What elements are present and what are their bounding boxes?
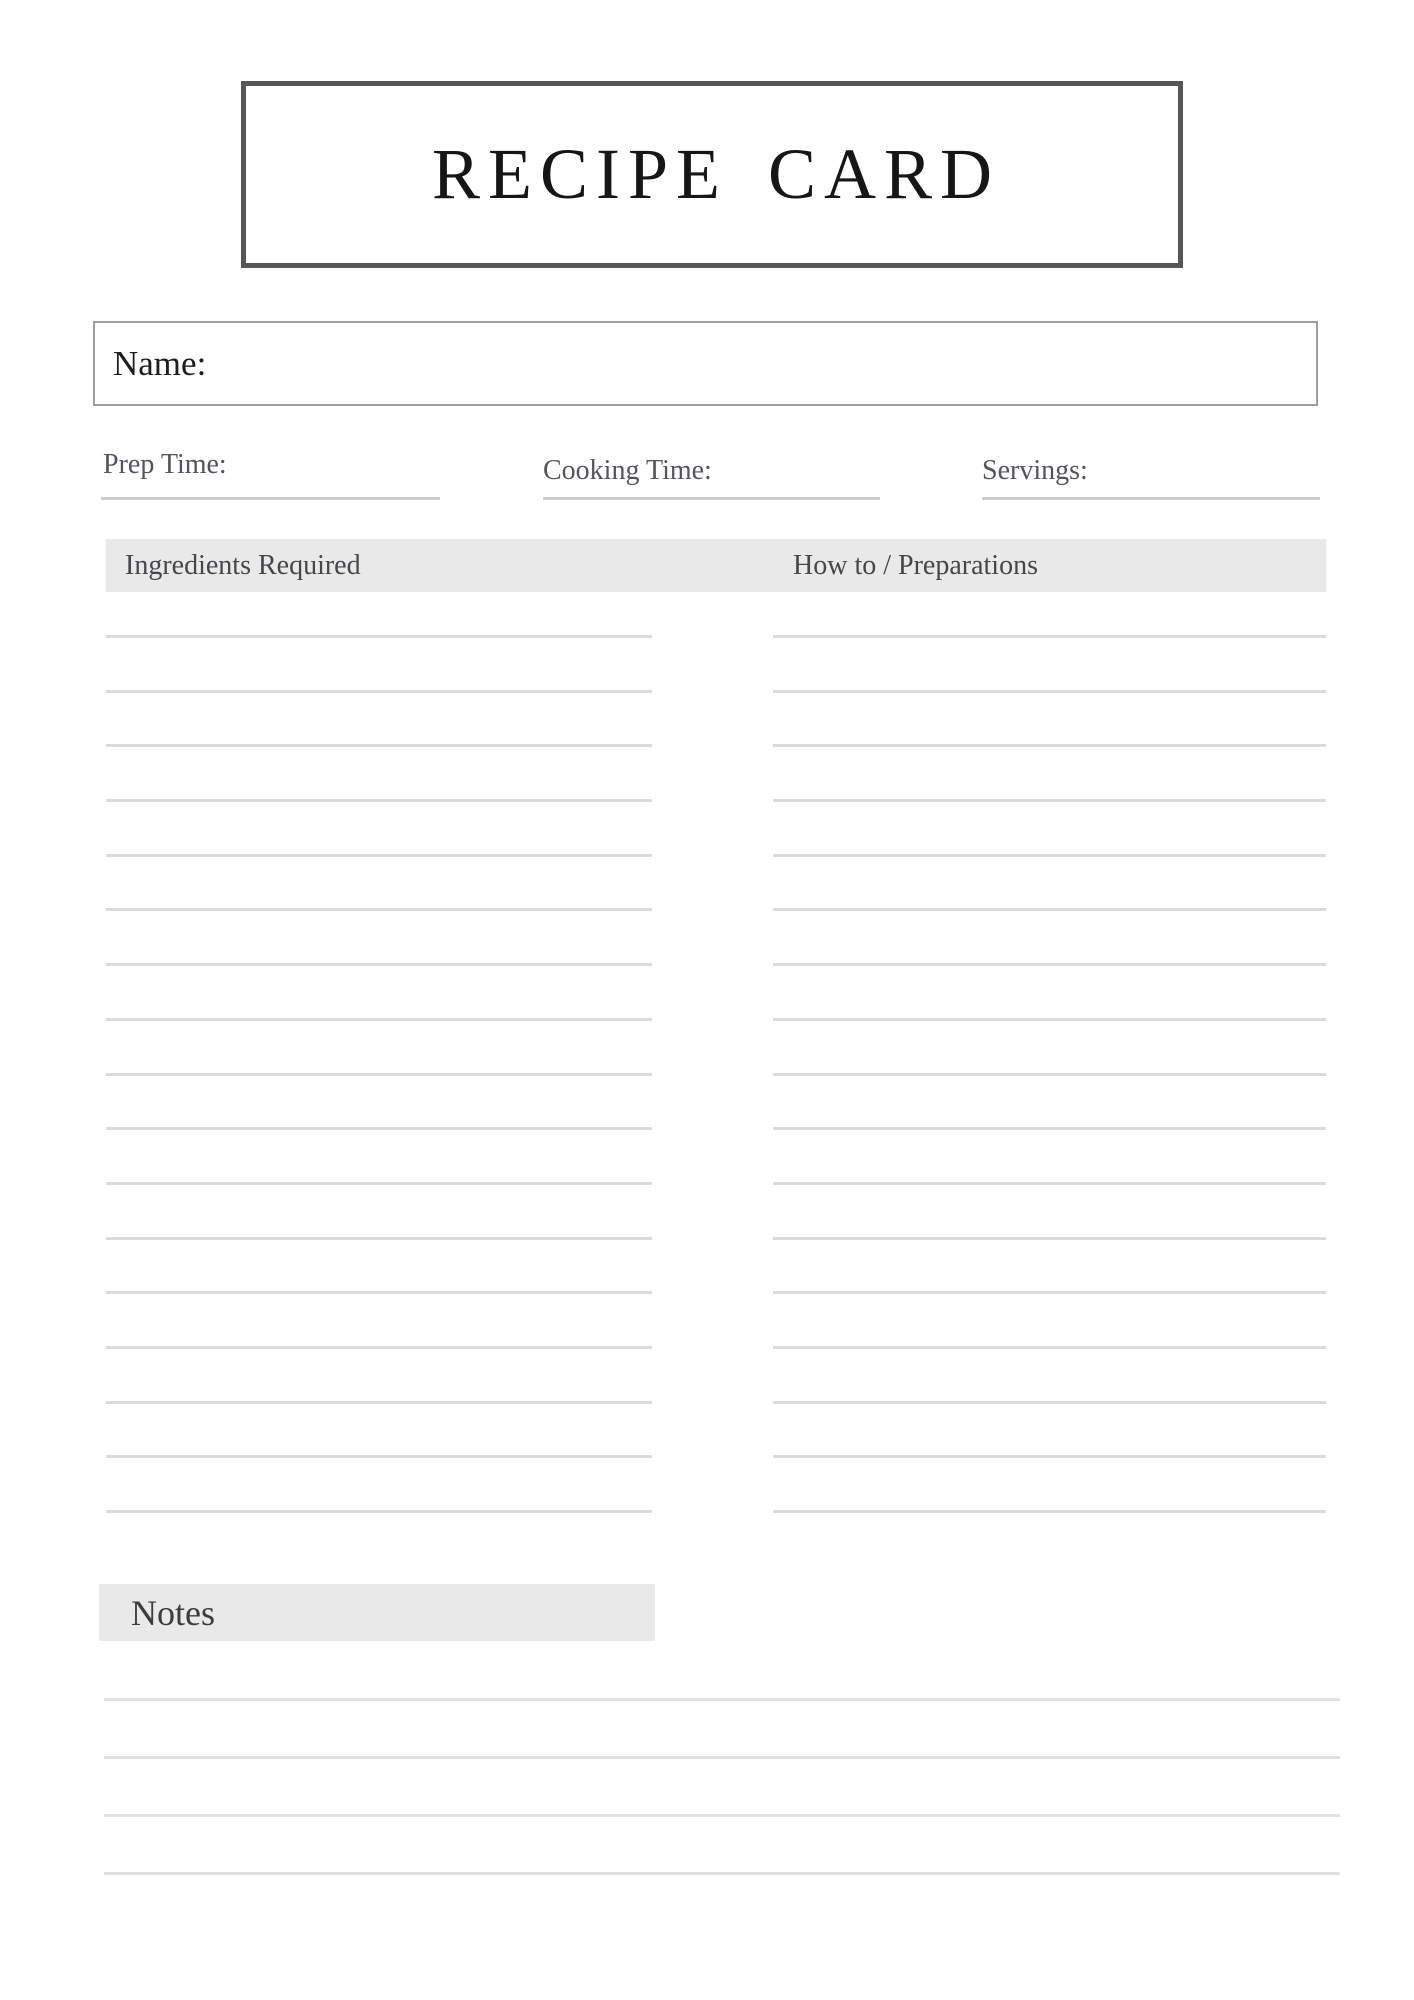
ruled-line — [773, 1510, 1326, 1513]
ruled-line — [773, 799, 1326, 802]
ruled-line — [773, 963, 1326, 966]
notes-lines — [104, 1698, 1340, 1875]
ruled-line — [106, 1073, 652, 1076]
ruled-line — [773, 1455, 1326, 1458]
ruled-line — [106, 1291, 652, 1294]
ruled-line — [106, 1401, 652, 1404]
ruled-line — [106, 690, 652, 693]
ruled-line — [106, 854, 652, 857]
ruled-line — [773, 1237, 1326, 1240]
ruled-line — [106, 744, 652, 747]
ruled-line — [106, 799, 652, 802]
ruled-line — [773, 854, 1326, 857]
ruled-line — [106, 963, 652, 966]
ruled-line — [106, 1455, 652, 1458]
cooking-time-label: Cooking Time: — [543, 455, 712, 486]
column-headers-bar — [106, 539, 1326, 592]
servings-field — [982, 449, 1320, 500]
ruled-line — [106, 1346, 652, 1349]
notes-header-bar — [99, 1584, 655, 1641]
ruled-line — [773, 1346, 1326, 1349]
ingredients-header: Ingredients Required — [125, 549, 361, 581]
ruled-line — [104, 1872, 1340, 1875]
name-label: Name: — [113, 343, 207, 383]
ruled-line — [773, 1291, 1326, 1294]
ruled-line — [106, 1510, 652, 1513]
prep-time-label: Prep Time: — [103, 449, 227, 480]
ruled-line — [773, 635, 1326, 638]
preparations-lines — [773, 635, 1326, 1513]
ruled-line — [104, 1814, 1340, 1817]
ingredients-lines — [106, 635, 652, 1513]
ruled-line — [773, 1018, 1326, 1021]
preparations-header: How to / Preparations — [793, 549, 1038, 581]
cooking-time-field — [543, 449, 880, 500]
ruled-line — [773, 908, 1326, 911]
ruled-line — [773, 1127, 1326, 1130]
servings-label: Servings: — [982, 455, 1088, 486]
title-box — [241, 81, 1183, 268]
ruled-line — [106, 1018, 652, 1021]
name-field — [93, 321, 1318, 406]
page-title: RECIPE CARD — [431, 134, 1001, 214]
ruled-line — [773, 1401, 1326, 1404]
ruled-line — [106, 1127, 652, 1130]
ruled-line — [106, 635, 652, 638]
ruled-line — [773, 744, 1326, 747]
ruled-line — [106, 908, 652, 911]
ruled-line — [104, 1756, 1340, 1759]
ruled-line — [106, 1182, 652, 1185]
prep-time-field — [101, 449, 440, 500]
ruled-line — [773, 1073, 1326, 1076]
ruled-line — [773, 690, 1326, 693]
ruled-line — [104, 1698, 1340, 1701]
notes-header: Notes — [131, 1592, 215, 1633]
ruled-line — [773, 1182, 1326, 1185]
ruled-line — [106, 1237, 652, 1240]
